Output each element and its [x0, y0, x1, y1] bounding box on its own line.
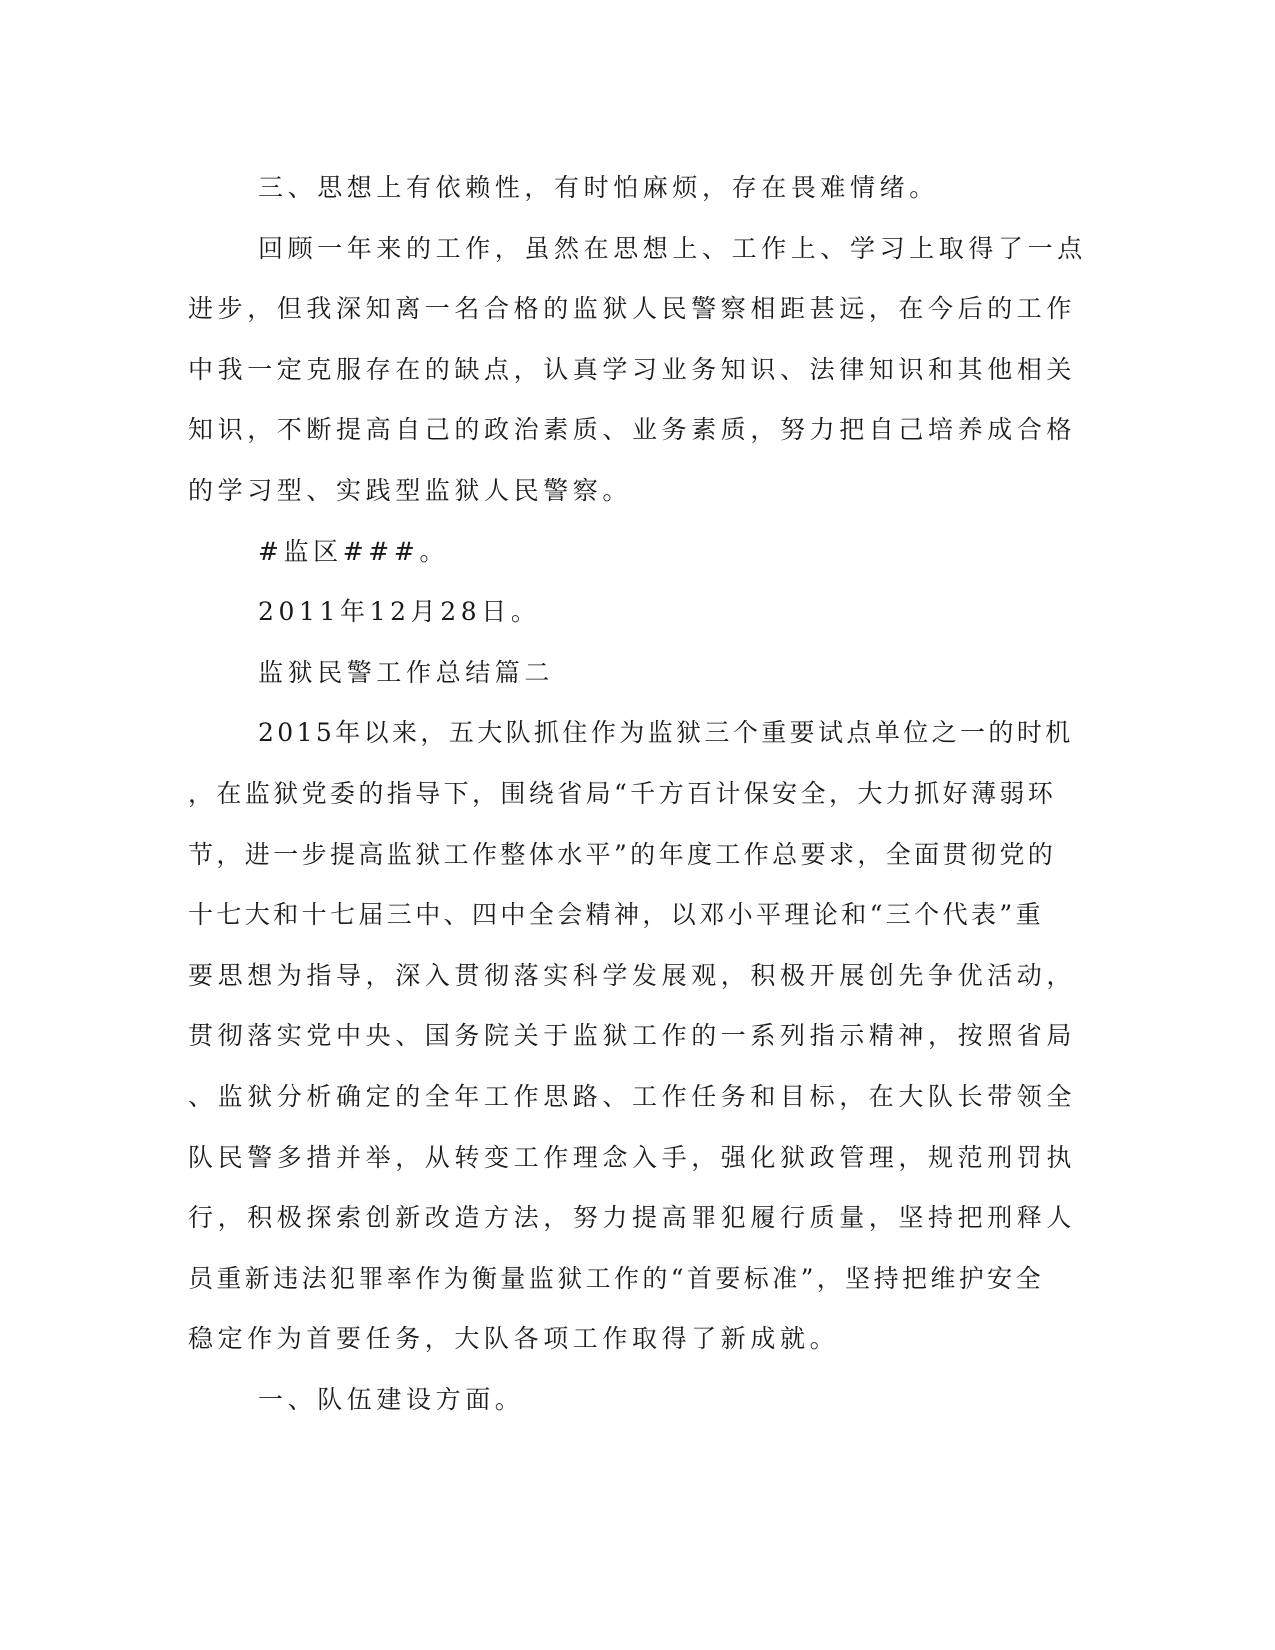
paragraph-line: 行，积极探索创新改造方法，努力提高罪犯履行质量，坚持把刑释人 [188, 1203, 1077, 1233]
paragraph-line: 贯彻落实党中央、国务院关于监狱工作的一系列指示精神，按照省局 [188, 1021, 1077, 1051]
paragraph-line: 中我一定克服存在的缺点，认真学习业务知识、法律知识和其他相关 [188, 354, 1077, 384]
paragraph-line: 知识，不断提高自己的政治素质、业务素质，努力把自己培养成合格 [188, 415, 1077, 445]
paragraph-line: 队民警多措并举，从转变工作理念入手，强化狱政管理，规范刑罚执 [188, 1142, 1077, 1172]
paragraph-line: 的学习型、实践型监狱人民警察。 [188, 475, 633, 505]
section-heading: 监狱民警工作总结篇二 [258, 657, 555, 687]
paragraph-line: 节，进一步提高监狱工作整体水平”的年度工作总要求，全面贯彻党的 [188, 839, 1057, 869]
paragraph-line: 员重新违法犯罪率作为衡量监狱工作的“首要标准”，坚持把维护安全 [188, 1263, 1044, 1293]
document-body [188, 158, 1088, 1430]
paragraph-line: 进步，但我深知离一名合格的监狱人民警察相距甚远，在今后的工作 [188, 294, 1077, 324]
paragraph-line: 、监狱分析确定的全年工作思路、工作任务和目标，在大队长带领全 [188, 1081, 1077, 1111]
paragraph-line: 要思想为指导，深入贯彻落实科学发展观，积极开展创先争优活动， [188, 960, 1077, 990]
paragraph-line: 稳定作为首要任务，大队各项工作取得了新成就。 [188, 1324, 840, 1354]
date-line: 2011年12月28日。 [258, 597, 541, 627]
paragraph-line: ，在监狱党委的指导下，围绕省局“千方百计保安全，大力抓好薄弱环 [188, 778, 1057, 808]
section-heading: 一、队伍建设方面。 [258, 1384, 525, 1414]
paragraph-line: 三、思想上有依赖性，有时怕麻烦，存在畏难情绪。 [258, 173, 939, 202]
department-line: #监区###。 [258, 536, 449, 566]
paragraph-line: 2015年以来，五大队抓住作为监狱三个重要试点单位之一的时机 [258, 718, 1074, 748]
paragraph-line: 十七大和十七届三中、四中全会精神，以邓小平理论和“三个代表”重 [188, 900, 1044, 930]
paragraph-line: 回顾一年来的工作，虽然在思想上、工作上、学习上取得了一点 [258, 233, 1087, 263]
